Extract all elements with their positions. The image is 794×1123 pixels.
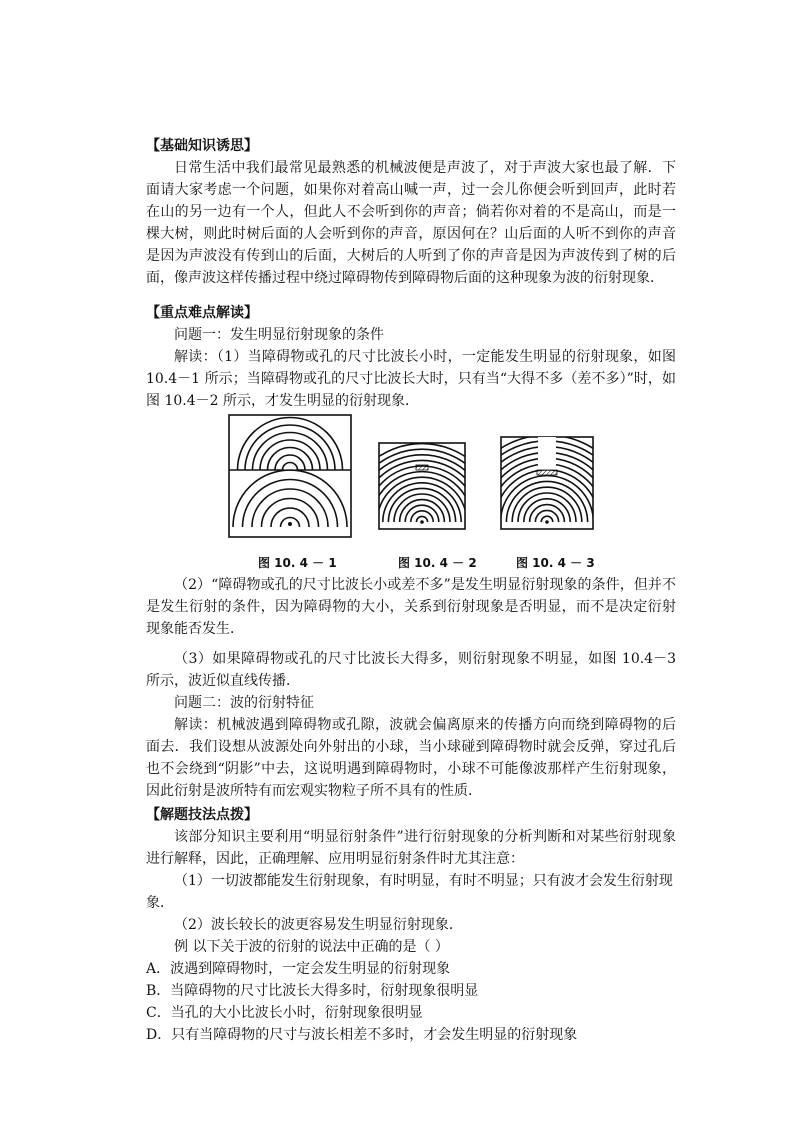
example-question: 例 以下关于波的衍射的说法中正确的是（ ） [174,939,449,955]
wavefront-arc [500,470,594,522]
diffraction-figure-2 [378,442,466,530]
diffraction-figure-1 [228,414,352,538]
diffraction-small-hole-diagram [228,414,352,538]
list-item: （1）一切波都能发生衍射现象，有时明显，有时不明显；只有波才会发生衍射现象． [146,873,673,911]
diffraction-large-obstacle-diagram [500,436,594,530]
section-basic-knowledge [146,135,676,289]
section-title: 【重点难点解读】 [146,305,258,321]
wavefront-arc [394,494,450,522]
option-d: D．只有当障碍物的尺寸与波长相差不多时，才会发生明显的衍射现象 [146,1027,578,1043]
section-title: 【解题技法点拨】 [146,807,258,823]
figure-caption-3: 图 10. 4 － 3 [516,556,595,570]
wavefront-arc [253,433,328,471]
paragraph: （3）如果障碍物或孔的尺寸比波长大得多，则衍射现象不明显，如图 10.4－3 所示，波近似直线传播． [146,651,676,689]
section-key-points [146,302,676,412]
wavefront-arc [268,448,313,471]
paragraph: 解读：机械波遇到障碍物或孔隙，波就会偏离原来的传播方向而绕到障碍物的后面去．我们设想从波源处向外射出的小球，当小球碰到障碍物时就会反弹，穿过孔后也不会绕到“阴影”中去，这说明遇到障碍物时，小球不可能像波那样产生衍射现象，因此衍射是波所特有而宏观实物粒子所不具有的性质． [146,717,676,799]
section-title: 【基础知识诱思】 [146,138,258,154]
paragraph: 该部分知识主要利用“明显衍射条件”进行衍射现象的分析判断和对某些衍射现象进行解释，因此，正确理解、应用明显衍射条件时尤其注意： [146,829,676,867]
question-heading: 问题一：发生明显衍射现象的条件 [174,327,384,343]
question-heading: 问题二：波的衍射特征 [174,695,314,711]
paragraph: 解读：（1）当障碍物或孔的尺寸比波长小时，一定能发生明显的衍射现象，如图 10.4－1 所示；当障碍物或孔的尺寸比波长大时，只有当“大得不多（差不多）”时，如图 10.4－2 所示，才发生明显的衍射现象． [146,349,676,409]
wavefront-arc [243,480,338,528]
figure-row [228,414,678,574]
option-c: C．当孔的大小比波长小时，衍射现象很明显 [146,1005,423,1021]
list-item: （2）波长较长的波更容易发生明显衍射现象． [174,917,463,933]
wavefront-arc [530,505,565,522]
figure-caption-1: 图 10. 4 － 1 [258,556,337,570]
wavefront-arc [405,505,439,522]
diffraction-medium-obstacle-diagram [378,442,466,530]
section-problem-solving [146,804,676,1046]
figure-caption-2: 图 10. 4 － 2 [398,556,477,570]
wavefront-arc [518,493,576,522]
diffraction-figure-3 [500,436,594,530]
paragraph: （2）“障碍物或孔的尺寸比波长小或差不多”是发生明显衍射现象的条件，但并不是发生衍射的条件，因为障碍物的大小，关系到衍射现象是否明显，而不是决定衍射现象能否发生． [146,577,676,637]
option-a: A．波遇到障碍物时，一定会发生明显的衍射现象 [146,961,451,977]
paragraph: 日常生活中我们最常见最熟悉的机械波便是声波了，对于声波大家也最了解．下面请大家考虑一个问题，如果你对着高山喊一声，过一会儿你便会听到回声，此时若在山的另一边有一个人，但此人不会听到你的声音；倘若你对着的不是高山，而是一棵大树，则此时树后面的人会听到你的声音，原因何在？山后面的人听不到你的声音是因为声波没有传到山的后面，大树后的人听到了你的声音是因为声波传到了树的后面，像声波这样传播过程中绕过障碍物传到障碍物后面的这种现象为波的衍射现象． [146,160,676,286]
section-key-points-continued [146,574,676,802]
option-b: B．当障碍物的尺寸比波长大得多时，衍射现象很明显 [146,983,479,999]
wavefront-arc [283,463,298,471]
